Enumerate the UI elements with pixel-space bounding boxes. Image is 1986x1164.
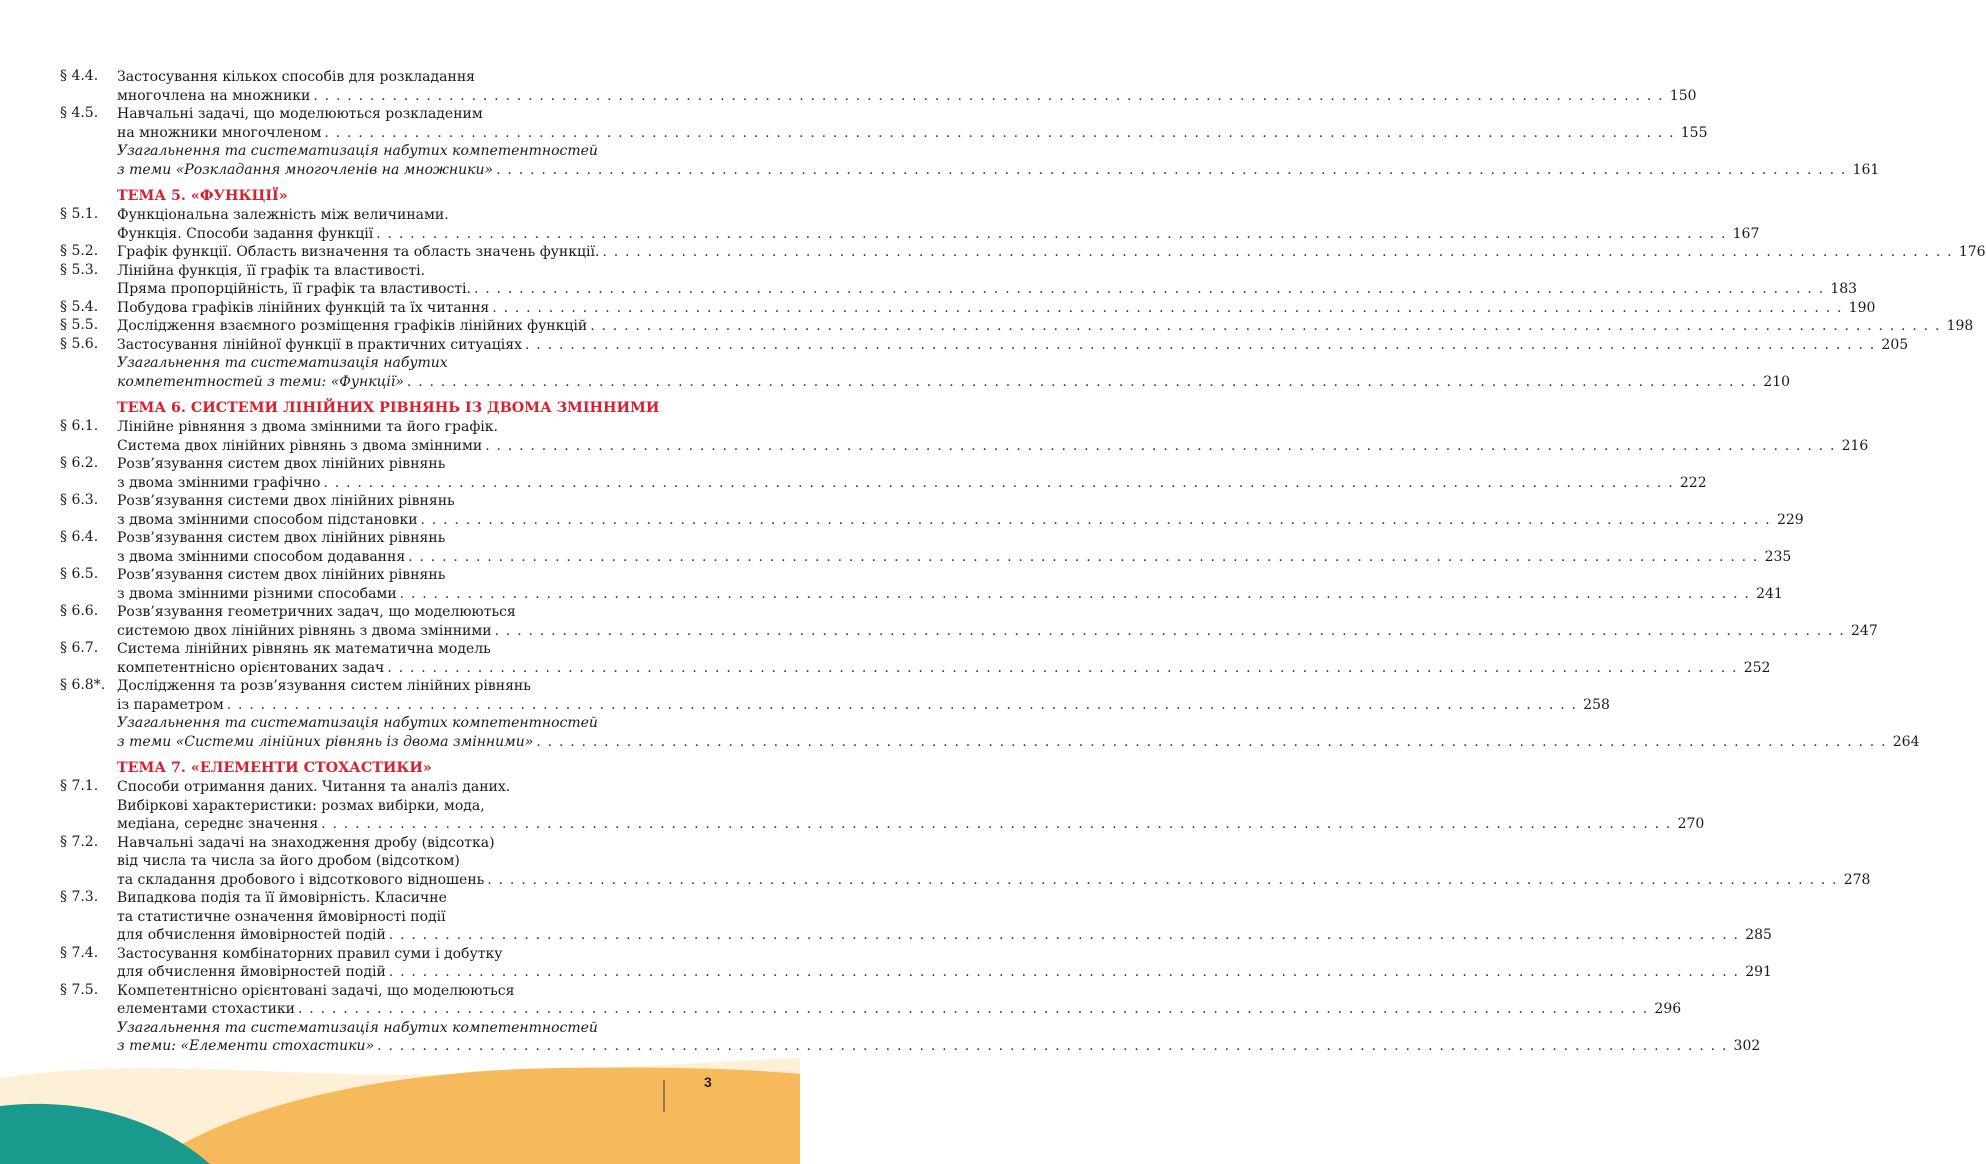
dot-leader: . . . . . . . . . . . . . . . . . . . . . . . . . . . . . . . . . . . . . . . . . . . . . . . . . . . . . . . . . . . . . . . . . . . . . . . . . . . . . . . . . . . . . . . . . . . . . . . . . . . . . . . . . . . . . . . . . . . . . . . . (406, 373, 1758, 390)
toc-entry[interactable] (60, 298, 1876, 318)
section-number: § 6.3. (60, 492, 99, 508)
toc-entry[interactable] (60, 317, 1974, 336)
dot-leader: . . . . . . . . . . . . . . . . . . . . . . . . . . . . . . . . . . . . . . . . . . . . . . . . . . . . . . . . . . . . . . . . . . . . . . . . . . . . . . . . . . . . . . . . . . . . . . . . . . . . . . . . . . . . . . . . . . . . . . . . (376, 225, 1727, 242)
entry-title-line: Система двох лінійних рівнянь з двома змінними (117, 437, 483, 454)
decorative-waves (0, 1040, 800, 1164)
page-ref: 183 (1830, 281, 1858, 297)
page-ref: 161 (1852, 161, 1880, 178)
page-ref: 176 (1958, 244, 1986, 260)
toc-entry[interactable] (60, 677, 1610, 714)
entry-title-line: Застосування комбінаторних правил суми і добутку (117, 945, 503, 962)
page-ref: 155 (1680, 124, 1708, 141)
dot-leader: . . . . . . . . . . . . . . . . . . . . . . . . . . . . . . . . . . . . . . . . . . . . . . . . . . . . . . . . . . . . . . . . . . . . . . . . . . . . . . . . . . . . . . . . . . . . . . . . . . . . . . . . . . . . . . . . . . . . . . . . (324, 124, 1675, 141)
theme-heading: ТЕМА 5. «ФУНКЦІЇ» (117, 188, 288, 204)
toc-entry[interactable] (60, 889, 1772, 945)
section-number: § 7.5. (60, 981, 99, 998)
entry-title-line: Функціональна залежність між величинами. (117, 207, 449, 223)
section-number: § 5.2. (60, 243, 99, 259)
toc-entry[interactable] (60, 529, 1792, 566)
table-of-contents (60, 68, 1986, 1056)
section-number: § 4.4. (60, 68, 99, 84)
entry-title-line: Лінійна функція, її графік та властивості. (117, 262, 426, 279)
dot-leader: . . . . . . . . . . . . . . . . . . . . . . . . . . . . . . . . . . . . . . . . . . . . . . . . . . . . . . . . . . . . . . . . . . . . . . . . . . . . . . . . . . . . . . . . . . . . . . . . . . . . . . . . . . . . . . . . . . . . . . . . (323, 474, 1674, 491)
entry-title-line: з двома змінними способом додавання (117, 548, 406, 565)
entry-title-line: Розв’язування систем двох лінійних рівнянь (117, 530, 446, 546)
dot-leader: . . . . . . . . . . . . . . . . . . . . . . . . . . . . . . . . . . . . . . . . . . . . . . . . . . . . . . . . . . . . . . . . . . . . . . . . . . . . . . . . . . . . . . . . . . . . . . . . . . . . . . . . . . . . . . . . . . . . . . . . (399, 585, 1751, 602)
page-ref: 278 (1843, 871, 1871, 888)
entry-title-line: з теми: «Елементи стохастики» (117, 1038, 375, 1054)
entry-title-line: для обчислення ймовірностей подій (117, 927, 386, 943)
entry-title-line: Узагальнення та систематизація набутих компетентностей (117, 143, 598, 159)
page-ref: 167 (1732, 225, 1760, 242)
dot-leader: . . . . . . . . . . . . . . . . . . . . . . . . . . . . . . . . . . . . . . . . . . . . . . . . . . . . . . . . . . . . . . . . . . . . . . . . . . . . . . . . . . . . . . . . . . . . . . . . . . . . . . . . . . . . . . . . . . . . . . . . (313, 87, 1664, 104)
page-number: 3 (704, 1074, 712, 1090)
section-number: § 7.2. (60, 833, 99, 850)
page-ref: 270 (1677, 816, 1705, 832)
section-number: § 5.6. (60, 335, 99, 352)
dot-leader: . . . . . . . . . . . . . . . . . . . . . . . . . . . . . . . . . . . . . . . . . . . . . . . . . . . . . . . . . . . . . . . . . . . . . . . . . . . . . . . . . . . . . . . . . . . . . . . . . . . . . . . . . . . . . . . . . . . . . . . . (387, 659, 1738, 676)
page-ref: 247 (1851, 622, 1878, 639)
section-number: § 7.3. (60, 889, 99, 905)
entry-title-line: Узагальнення та систематизація набутих (117, 355, 448, 371)
toc-entry[interactable] (60, 778, 1705, 834)
section-number: § 6.8*. (60, 677, 106, 693)
entry-title-line: Лінійне рівняння з двома змінними та його графік. (117, 419, 498, 435)
dot-leader: . . . . . . . . . . . . . . . . . . . . . . . . . . . . . . . . . . . . . . . . . . . . . . . . . . . . . . . . . . . . . . . . . . . . . . . . . . . . . . . . . . . . . . . . . . . . . . . . . . . . . . . . . . . . . . . . . . . . . . . . (377, 1038, 1728, 1054)
theme-heading: ТЕМА 7. «ЕЛЕМЕНТИ СТОХАСТИКИ» (117, 760, 432, 776)
toc-entry[interactable] (60, 206, 1760, 243)
section-number: § 4.5. (60, 105, 99, 121)
dot-leader: . . . . . . . . . . . . . . . . . . . . . . . . . . . . . . . . . . . . . . . . . . . . . . . . . . . . . . . . . . . . . . . . . . . . . . . . . . . . . . . . . . . . . . . . . . . . . . . . . . . . . . . . . . . . . . . . . . . . . . . . (388, 927, 1740, 943)
section-number: § 6.4. (60, 529, 99, 545)
entry-title-line: з двома змінними графічно (117, 474, 321, 491)
entry-title-line: елементами стохастики (117, 1001, 295, 1017)
section-number: § 7.1. (60, 778, 99, 794)
dot-leader: . . . . . . . . . . . . . . . . . . . . . . . . . . . . . . . . . . . . . . . . . . . . . . . . . . . . . . . . . . . . . . . . . . . . . . . . . . . . . . . . . . . . . . . . . . . . . . . . . . . . . . . . . . . . . . . . . . . . . . . . (473, 281, 1825, 297)
toc-entry[interactable] (60, 455, 1707, 492)
entry-title-line: для обчислення ймовірностей подій (117, 964, 386, 980)
entry-title-line: Розв’язування системи двох лінійних рівнянь (117, 493, 455, 509)
entry-title-line: Випадкова подія та її ймовірність. Класичне (117, 890, 447, 906)
dot-leader: . . . . . . . . . . . . . . . . . . . . . . . . . . . . . . . . . . . . . . . . . . . . . . . . . . . . . . . . . . . . . . . . . . . . . . . . . . . . . . . . . . . . . . . . . . . . . . . . . . . . . . . . . . . . . . . . . . . . . . . . (536, 733, 1887, 750)
dot-leader: . . . . . . . . . . . . . . . . . . . . . . . . . . . . . . . . . . . . . . . . . . . . . . . . . . . . . . . . . . . . . . . . . . . . . . . . . . . . . . . . . . . . . . . . . . . . . . . . . . . . . . . . . . . . . . . . . . . . . . . . (408, 548, 1759, 565)
entry-title-line: та складання дробового і відсоткового відношень (117, 871, 485, 888)
toc-entry[interactable] (60, 418, 1869, 455)
entry-title-line: на множники многочленом (117, 124, 322, 141)
toc-summary-entry[interactable] (60, 354, 1791, 391)
section-number: § 6.1. (60, 418, 99, 434)
page-ref: 235 (1764, 548, 1792, 565)
toc-summary-entry[interactable] (60, 142, 1880, 179)
page-ref: 210 (1763, 373, 1791, 390)
entry-title-line: Вибіркові характеристики: розмах вибірки, мода, (117, 797, 485, 814)
section-number: § 6.6. (60, 603, 99, 619)
toc-entry[interactable] (60, 492, 1804, 529)
page-ref: 241 (1756, 585, 1783, 602)
dot-leader: . . . . . . . . . . . . . . . . . . . . . . . . . . . . . . . . . . . . . . . . . . . . . . . . . . . . . . . . . . . . . . . . . . . . . . . . . . . . . . . . . . . . . . . . . . . . . . . . . . . . . . . . . . . . . . . . . . . . . . . . (492, 299, 1843, 316)
entry-title-line: Узагальнення та систематизація набутих компетентностей (117, 1019, 598, 1036)
dot-leader: . . . . . . . . . . . . . . . . . . . . . . . . . . . . . . . . . . . . . . . . . . . . . . . . . . . . . . . . . . . . . . . . . . . . . . . . . . . . . . . . . . . . . . . . . . . . . . . . . . . . . . . . . . . . . . . . . . . . . . . . (321, 816, 1672, 832)
toc-entry[interactable] (60, 105, 1708, 142)
entry-title-line: Побудова графіків лінійних функцій та їх читання (117, 299, 490, 316)
entry-title-line: многочлена на множники (117, 87, 311, 104)
toc-entry[interactable] (60, 833, 1871, 890)
entry-title-line: Узагальнення та систематизація набутих компетентностей (117, 715, 598, 731)
entry-title-line: Система лінійних рівнянь як математична модель (117, 641, 491, 657)
entry-title-line: Розв’язування геометричних задач, що моделюються (117, 604, 516, 620)
toc-entry[interactable] (60, 603, 1878, 640)
entry-title-line: Графік функції. Область визначення та область значень функції. (117, 244, 600, 260)
entry-title-line: Застосування лінійної функції в практичних ситуаціях (117, 336, 522, 353)
section-number: § 6.2. (60, 455, 99, 471)
toc-entry[interactable] (60, 566, 1783, 603)
entry-title-line: Способи отримання даних. Читання та аналіз даних. (117, 779, 511, 795)
entry-title-line: системою двох лінійних рівнянь з двома змінними (117, 622, 492, 639)
entry-title-line: Розв’язування систем двох лінійних рівнянь (117, 456, 446, 472)
toc-entry[interactable] (60, 243, 1986, 262)
entry-title-line: Розв’язування систем двох лінійних рівнянь (117, 567, 446, 583)
section-number: § 5.3. (60, 261, 99, 278)
entry-title-line: від числа та числа за його дробом (відсотком) (117, 853, 460, 869)
toc-entry[interactable] (60, 68, 1697, 105)
dot-leader: . . . . . . . . . . . . . . . . . . . . . . . . . . . . . . . . . . . . . . . . . . . . . . . . . . . . . . . . . . . . . . . . . . . . . . . . . . . . . . . . . . . . . . . . . . . . . . . . . . . . . . . . . . . . . . . . . . . . . . . . (226, 696, 1578, 713)
entry-title-line: з теми «Системи лінійних рівнянь із двома змінними» (117, 733, 534, 750)
section-number: § 7.4. (60, 944, 99, 961)
entry-title-line: Пряма пропорційність, її графік та властивості. (117, 281, 471, 297)
section-number: § 5.1. (60, 206, 99, 222)
toc-entry[interactable] (60, 981, 1682, 1019)
page-ref: 264 (1892, 733, 1920, 750)
entry-title-line: компетентнісно орієнтованих задач (117, 659, 385, 676)
toc-entry[interactable] (60, 640, 1771, 677)
page-ref: 296 (1654, 1001, 1682, 1017)
toc-entry[interactable] (60, 944, 1772, 982)
entry-title-line: Застосування кількох способів для розкладання (117, 69, 475, 85)
dot-leader: . . . . . . . . . . . . . . . . . . . . . . . . . . . . . . . . . . . . . . . . . . . . . . . . . . . . . . . . . . . . . . . . . . . . . . . . . . . . . . . . . . . . . . . . . . . . . . . . . . . . . . . . . . . . . . . . . . . . . . . . (485, 437, 1836, 454)
page-ref: 229 (1776, 511, 1804, 528)
dot-leader: . . . . . . . . . . . . . . . . . . . . . . . . . . . . . . . . . . . . . . . . . . . . . . . . . . . . . . . . . . . . . . . . . . . . . . . . . . . . . . . . . . . . . . . . . . . . . . . . . . . . . . . . . . . . . . . . . . . . . . . . (602, 244, 1953, 260)
entry-title-line: медіана, середнє значення (117, 816, 319, 832)
dot-leader: . . . . . . . . . . . . . . . . . . . . . . . . . . . . . . . . . . . . . . . . . . . . . . . . . . . . . . . . . . . . . . . . . . . . . . . . . . . . . . . . . . . . . . . . . . . . . . . . . . . . . . . . . . . . . . . . . . . . . . . . (525, 336, 1876, 353)
entry-title-line: з теми «Розкладання многочленів на множники» (117, 161, 494, 178)
entry-title-line: Функція. Способи задання функції (117, 225, 374, 242)
dot-leader: . . . . . . . . . . . . . . . . . . . . . . . . . . . . . . . . . . . . . . . . . . . . . . . . . . . . . . . . . . . . . . . . . . . . . . . . . . . . . . . . . . . . . . . . . . . . . . . . . . . . . . . . . . . . . . . . . . . . . . . . (388, 964, 1740, 980)
section-number: § 5.5. (60, 317, 99, 333)
dot-leader: . . . . . . . . . . . . . . . . . . . . . . . . . . . . . . . . . . . . . . . . . . . . . . . . . . . . . . . . . . . . . . . . . . . . . . . . . . . . . . . . . . . . . . . . . . . . . . . . . . . . . . . . . . . . . . . . . . . . . . . . (420, 511, 1771, 528)
dot-leader: . . . . . . . . . . . . . . . . . . . . . . . . . . . . . . . . . . . . . . . . . . . . . . . . . . . . . . . . . . . . . . . . . . . . . . . . . . . . . . . . . . . . . . . . . . . . . . . . . . . . . . . . . . . . . . . . . . . . . . . . (496, 161, 1847, 178)
page-ref: 285 (1745, 927, 1772, 943)
entry-title-line: з двома змінними способом підстановки (117, 511, 418, 528)
entry-title-line: із параметром (117, 696, 224, 713)
toc-entry[interactable] (60, 261, 1858, 299)
section-number: § 6.7. (60, 640, 99, 656)
dot-leader: . . . . . . . . . . . . . . . . . . . . . . . . . . . . . . . . . . . . . . . . . . . . . . . . . . . . . . . . . . . . . . . . . . . . . . . . . . . . . . . . . . . . . . . . . . . . . . . . . . . . . . . . . . . . . . . . . . . . . . . . (298, 1001, 1649, 1017)
entry-title-line: компетентностей з теми: «Функції» (117, 373, 404, 390)
page-ref: 198 (1946, 318, 1974, 334)
dot-leader: . . . . . . . . . . . . . . . . . . . . . . . . . . . . . . . . . . . . . . . . . . . . . . . . . . . . . . . . . . . . . . . . . . . . . . . . . . . . . . . . . . . . . . . . . . . . . . . . . . . . . . . . . . . . . . . . . . . . . . . . (494, 622, 1846, 639)
dot-leader: . . . . . . . . . . . . . . . . . . . . . . . . . . . . . . . . . . . . . . . . . . . . . . . . . . . . . . . . . . . . . . . . . . . . . . . . . . . . . . . . . . . . . . . . . . . . . . . . . . . . . . . . . . . . . . . . . . . . . . . . (487, 871, 1838, 888)
entry-title-line: та статистичне означення ймовірності події (117, 908, 446, 925)
entry-title-line: Компетентнісно орієнтовані задачі, що моделюються (117, 982, 515, 999)
page-ref: 302 (1733, 1038, 1761, 1054)
section-number: § 5.4. (60, 298, 99, 315)
entry-title-line: Дослідження та розв’язування систем лінійних рівнянь (117, 678, 531, 694)
dot-leader: . . . . . . . . . . . . . . . . . . . . . . . . . . . . . . . . . . . . . . . . . . . . . . . . . . . . . . . . . . . . . . . . . . . . . . . . . . . . . . . . . . . . . . . . . . . . . . . . . . . . . . . . . . . . . . . . . . . . . . . . (590, 318, 1941, 334)
page-ref: 190 (1848, 299, 1876, 316)
entry-title-line: Навчальні задачі на знаходження дробу (відсотка) (117, 834, 495, 851)
page-ref: 216 (1841, 437, 1869, 454)
entry-title-line: Дослідження взаємного розміщення графіків лінійних функцій (117, 318, 588, 334)
page-ref: 150 (1669, 87, 1697, 104)
toc-summary-entry[interactable] (60, 714, 1920, 751)
entry-title-line: з двома змінними різними способами (117, 585, 397, 602)
section-number: § 6.5. (60, 566, 99, 582)
page-ref: 205 (1881, 336, 1909, 353)
page-ref: 291 (1745, 964, 1772, 980)
toc-entry[interactable] (60, 335, 1909, 355)
page-ref: 222 (1679, 474, 1707, 491)
page-ref: 252 (1743, 659, 1771, 676)
page-ref: 258 (1583, 696, 1610, 713)
theme-heading: ТЕМА 6. СИСТЕМИ ЛІНІЙНИХ РІВНЯНЬ ІЗ ДВОМА ЗМІННИМИ (117, 400, 660, 416)
entry-title-line: Навчальні задачі, що моделюються розкладеним (117, 106, 483, 122)
